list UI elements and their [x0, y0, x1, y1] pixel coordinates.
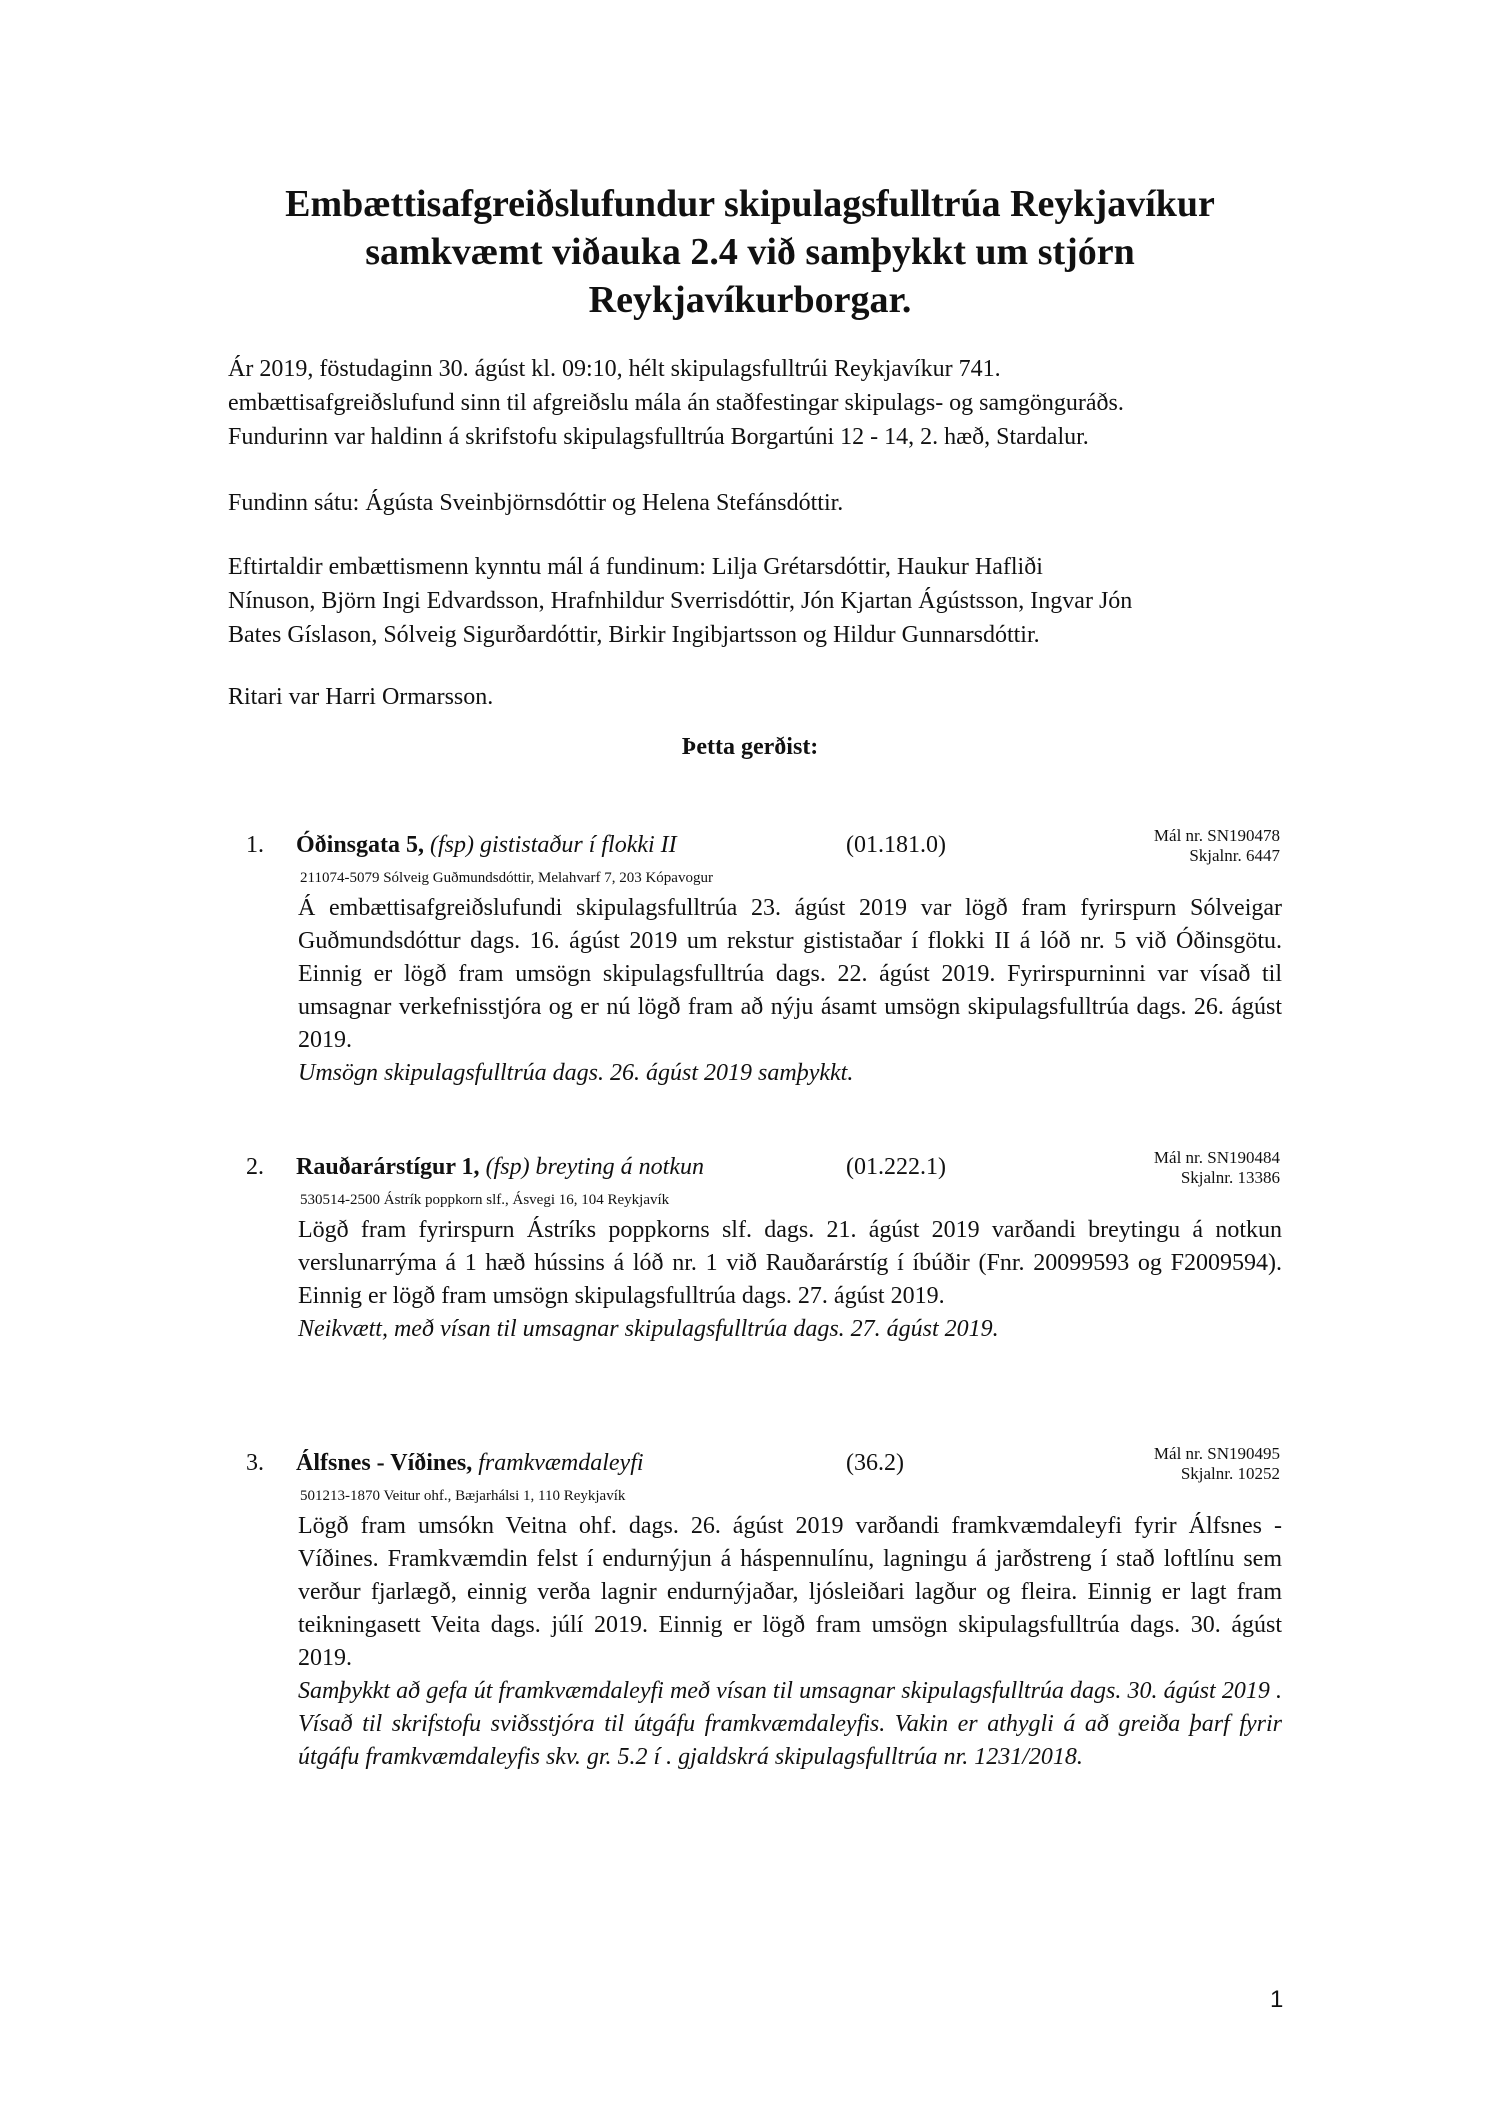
secretary-paragraph: Ritari var Harri Ormarsson.: [228, 684, 494, 710]
title-line-3: Reykjavíkurborgar.: [588, 279, 912, 321]
item-body: [298, 1510, 1282, 1774]
item-name: Óðinsgata 5,: [296, 832, 425, 858]
officials-line-2: Nínuson, Björn Ingi Edvardsson, Hrafnhildur Sverrisdóttir, Jón Kjartan Ágústsson, Ingvar Jón: [228, 588, 1133, 614]
item-document-number: Skjalnr. 10252: [1180, 1464, 1280, 1483]
item-reference: [1154, 826, 1280, 866]
item-decision: Neikvætt, með vísan til umsagnar skipulagsfulltrúa dags. 27. ágúst 2019.: [298, 1316, 999, 1342]
officials-line-1: Eftirtaldir embættismenn kynntu mál á fundinum: Lilja Grétarsdóttir, Haukur Hafliði: [228, 554, 1043, 580]
item-subject: framkvæmdaleyfi: [478, 1450, 644, 1476]
item-decision: Samþykkt að gefa út framkvæmdaleyfi með vísan til umsagnar skipulagsfulltrúa dags. 30. ágúst 2019 . Vísað til skrifstofu sviðsstjóra til útgáfu framkvæmdaleyfis. Vakin er athygli á að greiða þarf fyrir útgáfu framkvæmdaleyfis skv. gr. 5.2 í . gjaldskrá skipulagsfulltrúa nr. 1231/2018.: [298, 1678, 1282, 1770]
item-name: Rauðarárstígur 1,: [296, 1154, 480, 1180]
item-body: [298, 1214, 1282, 1346]
item-owner: 501213-1870 Veitur ohf., Bæjarhálsi 1, 110 Reykjavík: [300, 1488, 626, 1504]
item-case-number: Mál nr. SN190495: [1153, 1444, 1280, 1463]
item-number: 2.: [246, 1154, 264, 1180]
item-document-number: Skjalnr. 6447: [1189, 846, 1280, 865]
item-body: [298, 892, 1282, 1090]
item-number: 3.: [246, 1450, 264, 1476]
title-line-1: Embættisafgreiðslufundur skipulagsfulltrúa Reykjavíkur: [285, 183, 1215, 225]
item-heading: [296, 828, 677, 862]
item-land-code: (01.181.0): [846, 832, 946, 858]
item-description: Lögð fram fyrirspurn Ástríks poppkorns slf. dags. 21. ágúst 2019 varðandi breytingu á notkun verslunarrýma á 1 hæð hússins á lóð nr. 1 við Rauðarárstíg í íbúðir (Fnr. 20099593 og F2009594). Einnig er lögð fram umsögn skipulagsfulltrúa dags. 27. ágúst 2019.: [298, 1217, 1282, 1309]
item-reference: [1154, 1444, 1280, 1484]
item-subject: (fsp) gististaður í flokki II: [430, 832, 677, 858]
item-description: Á embættisafgreiðslufundi skipulagsfulltrúa 23. ágúst 2019 var lögð fram fyrirspurn Sólveigar Guðmundsdóttur dags. 16. ágúst 2019 um rekstur gististaðar í flokki II á lóð nr. 5 við Óðinsgötu. Einnig er lögð fram umsögn skipulagsfulltrúa dags. 22. ágúst 2019. Fyrirspurninni var vísað til umsagnar verkefnisstjóra og er nú lögð fram að nýju ásamt umsögn skipulagsfulltrúa dags. 26. ágúst 2019.: [298, 895, 1282, 1053]
item-name: Álfsnes - Víðines,: [296, 1450, 473, 1476]
item-land-code: (36.2): [846, 1450, 904, 1476]
item-subject: (fsp) breyting á notkun: [485, 1154, 704, 1180]
item-case-number: Mál nr. SN190484: [1153, 1148, 1280, 1167]
item-heading: [296, 1150, 704, 1184]
item-case-number: Mál nr. SN190478: [1153, 826, 1280, 845]
item-heading: [296, 1446, 644, 1480]
item-reference: [1154, 1148, 1280, 1188]
intro-line-3: Fundurinn var haldinn á skrifstofu skipulagsfulltrúa Borgartúni 12 - 14, 2. hæð, Stardalur.: [228, 424, 1089, 450]
officials-line-3: Bates Gíslason, Sólveig Sigurðardóttir, Birkir Ingibjartsson og Hildur Gunnarsdóttir.: [228, 622, 1040, 648]
item-description: Lögð fram umsókn Veitna ohf. dags. 26. ágúst 2019 varðandi framkvæmdaleyfi fyrir Álfsnes - Víðines. Framkvæmdin felst í endurnýjun á háspennulínu, lagningu á jarðstreng í stað loftlínu sem verður fjarlægð, einnig verða lagnir endurnýjaðar, ljósleiðari lagður og fleira. Einnig er lagt fram teikningasett Veita dags. júlí 2019. Einnig er lögð fram umsögn skipulagsfulltrúa dags. 30. ágúst 2019.: [298, 1513, 1282, 1671]
item-owner: 211074-5079 Sólveig Guðmundsdóttir, Melahvarf 7, 203 Kópavogur: [300, 870, 713, 886]
item-owner: 530514-2500 Ástrík poppkorn slf., Ásvegi 16, 104 Reykjavík: [300, 1192, 670, 1208]
page-number: 1: [1270, 1986, 1284, 2013]
item-number: 1.: [246, 832, 264, 858]
document-title: [200, 180, 1300, 324]
attendees-paragraph: Fundinn sátu: Ágústa Sveinbjörnsdóttir og Helena Stefánsdóttir.: [228, 490, 844, 516]
item-document-number: Skjalnr. 13386: [1180, 1168, 1280, 1187]
item-decision: Umsögn skipulagsfulltrúa dags. 26. ágúst 2019 samþykkt.: [298, 1060, 854, 1086]
intro-line-2: embættisafgreiðslufund sinn til afgreiðslu mála án staðfestingar skipulags- og samgönguráðs.: [228, 390, 1124, 416]
item-land-code: (01.222.1): [846, 1154, 946, 1180]
officials-paragraph: [228, 550, 1288, 652]
intro-line-1: Ár 2019, föstudaginn 30. ágúst kl. 09:10, hélt skipulagsfulltrúi Reykjavíkur 741.: [228, 356, 1001, 382]
section-heading: Þetta gerðist:: [681, 734, 819, 760]
title-line-2: samkvæmt viðauka 2.4 við samþykkt um stjórn: [365, 231, 1135, 273]
intro-paragraph: [228, 352, 1288, 454]
